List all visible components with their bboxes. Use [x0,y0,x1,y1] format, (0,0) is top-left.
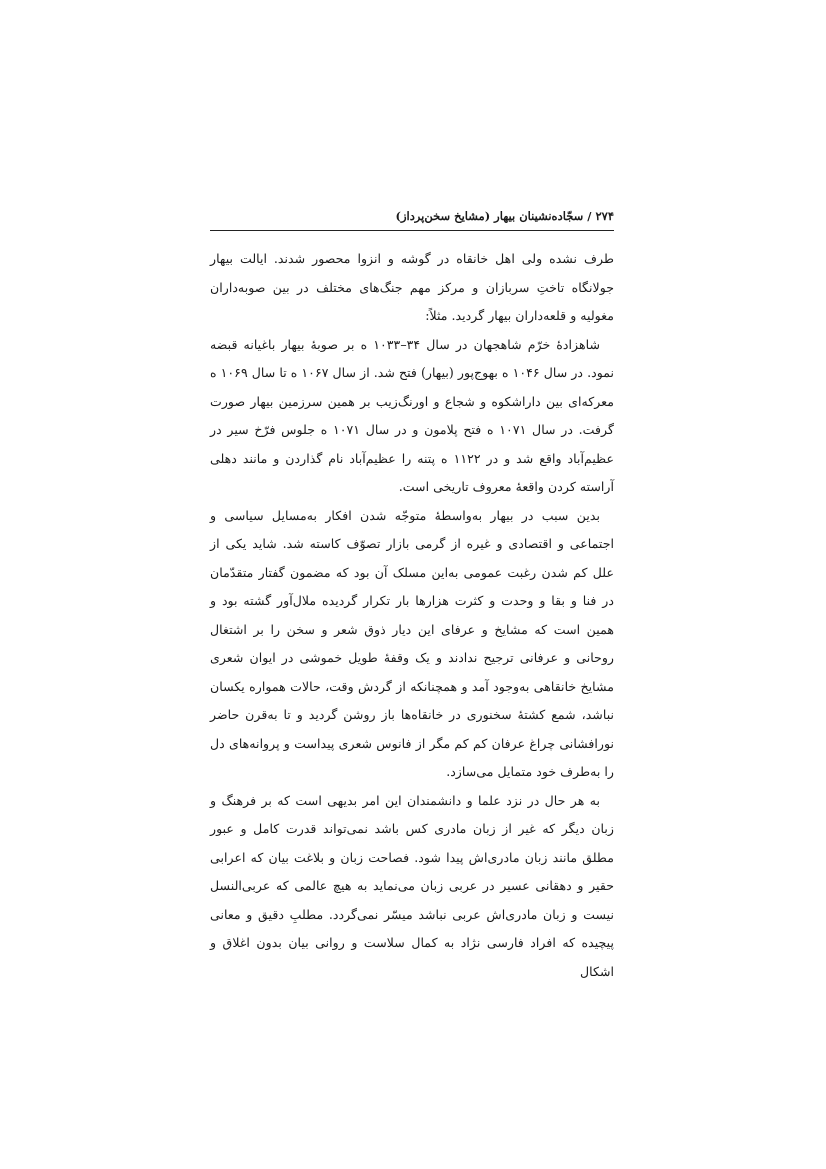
running-header [210,200,614,231]
book-page [210,200,614,986]
running-head-title: ۲۷۴ / سجّاده‌نشینان بیهار (مشایخ سخن‌پرداز) [395,209,614,223]
paragraph-3: بدین سبب در بیهار به‌واسطهٔ متوجّه شدن افکار به‌مسایل سیاسی و اجتماعی و اقتصادی و غیره از گرمی بازار تصوّف کاسته شد. شاید یکی از علل کم شدن رغبت عمومی به‌این مسلک آن بود که مضمون گفتار متقدّمان در فنا و بقا و وحدت و کثرت هزارها بار تکرار گردیده ملال‌آور گشته بود و همین است که مشایخ و عرفای این دیار ذوق شعر و سخن را بر اشتغال روحانی و عرفانی ترجیح ندادند و یک وقفهٔ طویل خموشی در ایوان شعری مشایخ خانقاهی به‌وجود آمد و همچنانکه از گردش وقت، حالات همواره یکسان نباشد، شمع کشتهٔ سخنوری در خانقاه‌ها باز روشن گردید و تا به‌قرن حاضر نورافشانی چراغ عرفان کم کم مگر از فانوس شعری پیداست و پروانه‌های دل را به‌طرف خود متمایل می‌سازد. [210,507,614,779]
paragraph-4: به هر حال در نزد علما و دانشمندان این امر بدیهی است که بر فرهنگ و زبان دیگر که غیر از زبان مادری کس باشد نمی‌تواند قدرت کامل و عبور مطلق مانند زبان مادری‌اش پیدا شود. فصاحت زبان و بلاغت بیان که اعرابی حقیر و دهقانی عسیر در عربی زبان می‌نماید به هیچ عالمی که عربی‌النسل نیست و زبان مادری‌اش عربی نباشد میسّر نمی‌گردد. مطلبِ دقیق و معانی پیچیده که افراد فارسی نژاد به کمال سلاست و روانی بیان بدون اغلاق و اشکال [210,792,614,979]
paragraph-1: طرف نشده ولی اهل خانقاه در گوشه و انزوا محصور شدند. ایالت بیهار جولانگاه تاختِ سربازان و مرکز مهم جنگ‌های مختلف در بین صوبه‌داران مغولیه و قلعه‌داران بیهار گردید. مثلاً: [210,251,614,323]
paragraph-2: شاهزادهٔ خرّم شاهجهان در سال ۳۴–۱۰۳۳ ه بر صوبهٔ بیهار باغیانه قبضه نمود. در سال ۱۰۴۶ ه بهوج‌پور (بیهار) فتح شد. از سال ۱۰۶۷ ه تا سال ۱۰۶۹ ه معرکه‌ای بین داراشکوه و شجاع و اورنگ‌زیب بر همین سرزمین بیهار صورت گرفت. در سال ۱۰۷۱ ه فتح پلامون و در سال ۱۰۷۱ ه جلوس فرّخ سیر در عظیم‌آباد واقع شد و در ۱۱۲۲ ه پتنه را عظیم‌آباد نام گذاردن و مانند دهلی آراسته کردن واقعهٔ معروف تاریخی است. [210,336,615,494]
body-text [210,245,614,986]
